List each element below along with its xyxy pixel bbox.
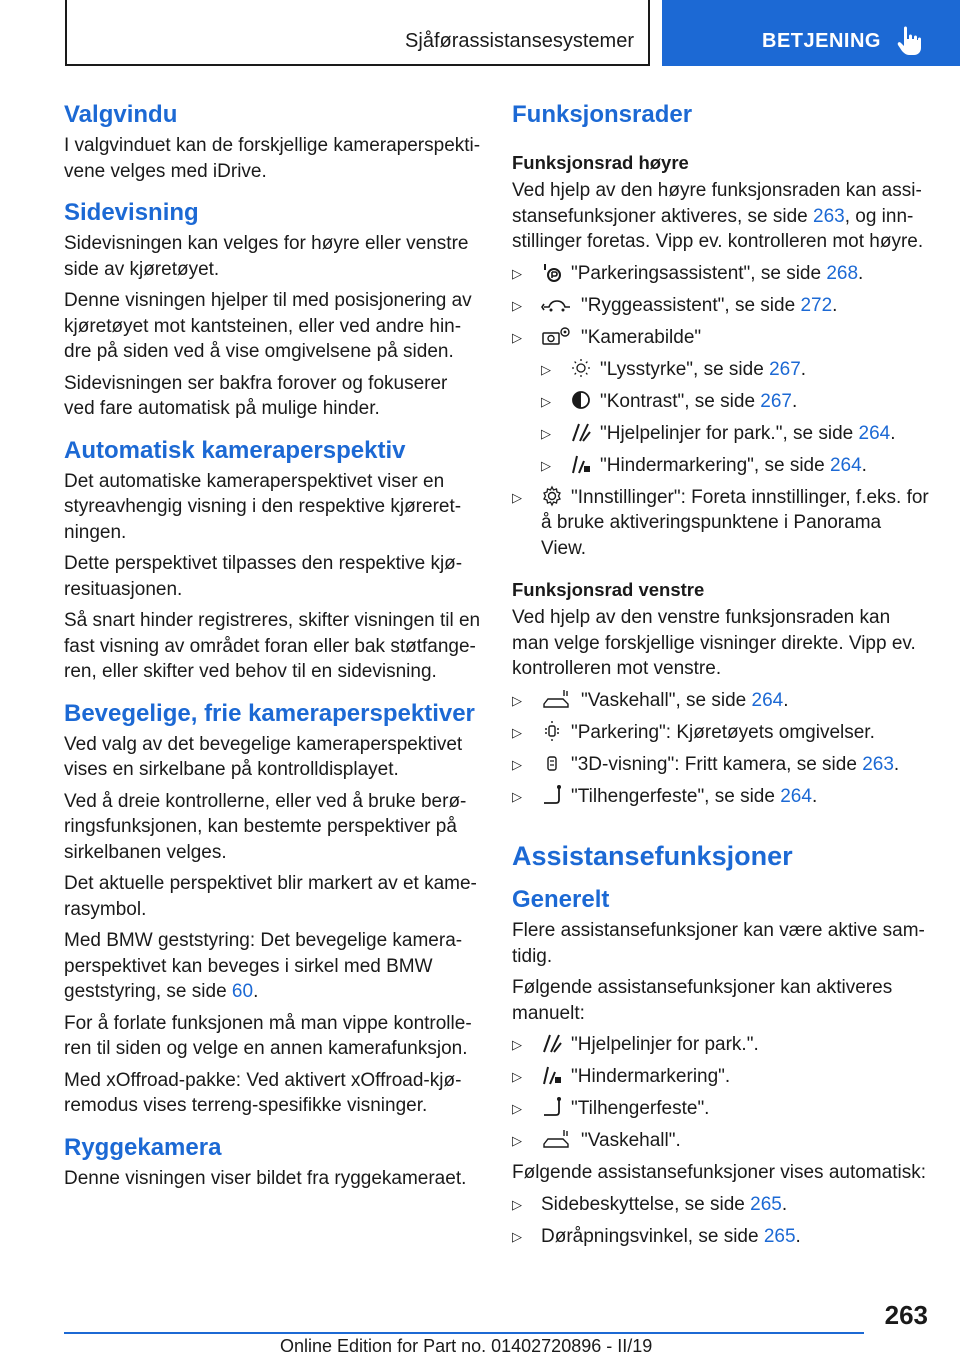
paragraph: Dette perspektivet tilpasses den respektive kjø-resituasjonen.: [64, 553, 463, 600]
paragraph: Sidevisningen ser bakfra forover og fokuserer ved fare automatisk på mulige hinder.: [64, 372, 448, 419]
page-link[interactable]: 264: [858, 422, 891, 444]
page-link[interactable]: 263: [813, 205, 845, 227]
page-link[interactable]: 263: [862, 753, 894, 775]
page-link[interactable]: 265: [763, 1225, 796, 1247]
text: .: [783, 689, 789, 711]
list-item: [512, 720, 930, 746]
paragraph: Flere assistansefunksjoner kan være aktive sam-tidig.: [512, 920, 925, 967]
bullet-icon: ▷: [512, 265, 522, 281]
list-item: [512, 485, 930, 562]
reverse-assistant-icon: [541, 293, 573, 315]
text: "Hindermarkering", se side: [600, 454, 830, 476]
text: "Parkeringsassistent", se side: [571, 262, 827, 284]
list-item: [541, 453, 930, 479]
parking-guidelines-icon: [541, 1032, 563, 1054]
text: "Lysstyrke", se side: [600, 358, 770, 380]
paragraph: Ved å dreie kontrollerne, eller ved å bruke berø-ringsfunksjonen, kan bestemte perspektiver på sirkelbanen velges.: [64, 790, 467, 863]
bullet-icon: ▷: [512, 756, 522, 772]
heading-ryggekamera: Ryggekamera: [64, 1133, 222, 1161]
list-item: [512, 1192, 930, 1218]
bullet-icon: ▷: [512, 724, 522, 740]
text: .: [858, 262, 864, 284]
bullet-icon: ▷: [512, 329, 522, 345]
footer-divider: [64, 1332, 864, 1334]
parking-guidelines-icon: [570, 421, 592, 443]
list-item: [512, 1064, 930, 1090]
list-item: [541, 357, 930, 383]
chapter-title: BETJENING: [762, 30, 881, 52]
page-header: [0, 0, 960, 66]
text: .: [811, 785, 818, 807]
text: .: [792, 390, 798, 412]
heading-funksjonsrad-hoyre: Funksjonsrad høyre: [512, 152, 689, 173]
brightness-icon: [570, 357, 592, 379]
list-item: [541, 389, 930, 415]
bullet-icon: ▷: [512, 489, 522, 505]
right-column: [512, 100, 930, 1256]
hand-pointer-icon: [894, 24, 928, 58]
list-item: [512, 1128, 930, 1154]
text: Sidebeskyttelse, se side: [541, 1193, 751, 1215]
bullet-icon: ▷: [512, 1037, 522, 1052]
heading-frie-kameraperspektiver: Bevegelige, frie kameraperspektiver: [64, 699, 475, 727]
text: "Ryggeassistent", se side: [581, 294, 801, 316]
list-manual: [512, 1032, 930, 1154]
heading-automatisk-kameraperspektiv: Automatisk kameraperspektiv: [64, 436, 406, 464]
bullet-icon: ▷: [541, 393, 551, 409]
bullet-icon: ▷: [541, 361, 551, 377]
paragraph: Det aktuelle perspektivet blir markert av et kame-rasymbol.: [64, 873, 477, 920]
text: .: [795, 1225, 801, 1247]
text: "Tilhengerfeste", se side: [571, 785, 781, 807]
car-wash-icon: [541, 1128, 573, 1150]
list-venstre: [512, 688, 930, 810]
edition-text: Online Edition for Part no. 01402720896 - II/19: [280, 1336, 653, 1356]
text: "Tilhengerfeste".: [571, 1098, 710, 1119]
3d-view-icon: [541, 752, 563, 774]
text: .: [781, 1193, 788, 1215]
list-item: [512, 1096, 930, 1122]
text: .: [861, 454, 867, 476]
paragraph: Denne visningen viser bildet fra ryggekameraet.: [64, 1167, 467, 1189]
bullet-icon: ▷: [512, 1069, 522, 1084]
paragraph: Følgende assistansefunksjoner vises automatisk:: [512, 1162, 926, 1183]
heading-generelt: Generelt: [512, 886, 610, 913]
text: Døråpningsvinkel, se side: [541, 1225, 764, 1247]
list-hoyre: [512, 261, 930, 562]
paragraph: Det automatiske kameraperspektivet viser en styreavhengig visning i den respektive kjøreret-ningen.: [64, 470, 462, 543]
text: "Kontrast", se side: [600, 390, 761, 412]
obstacle-marking-icon: [541, 1064, 563, 1086]
text: Med BMW geststyring: Det bevegelige kamera-perspektivet kan beveges i sirkel med BMW geststyring, se side: [64, 930, 463, 1002]
bullet-icon: ▷: [512, 692, 522, 708]
text: .: [832, 294, 838, 316]
text: "3D-visning": Fritt kamera, se side: [571, 753, 863, 775]
list-item: [512, 261, 930, 287]
text: , og inn-stillinger foretas. Vipp ev. kontrolleren mot høyre.: [512, 205, 924, 252]
bullet-icon: ▷: [541, 457, 551, 473]
section-title: Sjåførassistansesystemer: [405, 30, 634, 52]
page-link[interactable]: 264: [751, 689, 784, 711]
paragraph: Ved hjelp av den venstre funksjonsraden kan man velge forskjellige visninger direkte. Vipp ev. kontrolleren mot venstre.: [512, 607, 916, 679]
paragraph: Denne visningen hjelper til med posisjonering av kjøretøyet mot kantsteinen, eller ved andre hin-dre på siden ved å vise omgivelsene på siden.: [64, 290, 472, 362]
paragraph: For å forlate funksjonen må man vippe kontrolle-ren til siden og velge en annen kamerafunksjon.: [64, 1012, 472, 1059]
car-wash-icon: [541, 688, 573, 710]
text: Ved hjelp av den høyre funksjonsraden kan assi-stansefunksjoner aktiveres, se side: [512, 180, 922, 227]
parking-assistant-icon: [541, 261, 563, 283]
heading-valgvindu: Valgvindu: [64, 101, 178, 128]
gear-icon: [541, 485, 563, 507]
page-link[interactable]: 267: [760, 390, 792, 412]
heading-funksjonsrad-venstre: Funksjonsrad venstre: [512, 579, 705, 600]
text: .: [800, 358, 807, 380]
left-column: [64, 100, 482, 1197]
heading-sidevisning: Sidevisning: [64, 199, 199, 226]
text: "Innstillinger": Foreta innstillinger, f.eks. for å bruke aktiveringspunktene i Panorama View.: [541, 486, 929, 559]
page-link[interactable]: 268: [826, 262, 859, 284]
list-item: [512, 293, 930, 319]
bullet-icon: ▷: [512, 297, 522, 313]
trailer-hitch-icon: [541, 1096, 563, 1118]
list-item: [512, 784, 930, 810]
page-link[interactable]: 264: [780, 785, 812, 807]
paragraph: [64, 928, 482, 1005]
page-link[interactable]: 267: [769, 358, 801, 380]
list-item: [512, 1224, 930, 1250]
paragraph: [512, 178, 930, 255]
page-link[interactable]: 264: [829, 454, 862, 476]
text: "Parkering": Kjøretøyets omgivelser.: [571, 721, 875, 743]
paragraph: I valgvinduet kan de forskjellige kameraperspekti-vene velges med iDrive.: [64, 135, 481, 182]
paragraph: Ved valg av det bevegelige kameraperspektivet vises en sirkelbane på kontrolldisplayet.: [64, 733, 463, 780]
paragraph: Følgende assistansefunksjoner kan aktiveres manuelt:: [512, 977, 893, 1024]
heading-assistansefunksjoner: Assistansefunksjoner: [512, 841, 793, 871]
list-kamerabilde: [541, 357, 930, 479]
bullet-icon: ▷: [541, 425, 551, 441]
trailer-hitch-icon: [541, 784, 563, 806]
bullet-icon: ▷: [512, 1101, 522, 1116]
text: "Hindermarkering".: [571, 1066, 731, 1087]
bullet-icon: ▷: [512, 788, 522, 804]
text: "Hjelpelinjer for park.", se side: [600, 422, 859, 444]
list-item: [512, 1032, 930, 1058]
bullet-icon: ▷: [512, 1133, 522, 1148]
paragraph: Sidevisningen kan velges for høyre eller venstre side av kjøretøyet.: [64, 233, 469, 280]
bullet-icon: ▷: [512, 1196, 522, 1212]
list-item: [541, 421, 930, 447]
section-header-box: [65, 0, 650, 66]
bullet-icon: ▷: [512, 1228, 522, 1244]
text: "Kamerabilde": [581, 326, 702, 348]
list-auto: [512, 1192, 930, 1250]
parking-view-icon: [541, 720, 563, 742]
paragraph: Med xOffroad-pakke: Ved aktivert xOffroad-kjø-remodus vises terreng-spesifikke visninger.: [64, 1069, 462, 1116]
text: .: [893, 753, 900, 775]
list-item: [512, 325, 930, 479]
list-item: [512, 688, 930, 714]
text: "Hjelpelinjer for park.".: [571, 1034, 759, 1055]
heading-funksjonsrader: Funksjonsrader: [512, 101, 693, 128]
contrast-icon: [570, 389, 592, 411]
page-link[interactable]: 265: [750, 1193, 782, 1215]
chapter-tab: [662, 0, 960, 66]
text: "Vaskehall".: [581, 1130, 681, 1151]
page-number: 263: [884, 1300, 928, 1330]
obstacle-marking-icon: [570, 453, 592, 475]
text: .: [890, 422, 896, 444]
text: "Vaskehall", se side: [581, 689, 752, 711]
page-link[interactable]: 272: [800, 294, 833, 316]
paragraph: Så snart hinder registreres, skifter visningen til en fast visning av området foran eller bak støtfange-ren, eller skifter ved behov til en sidevisning.: [64, 610, 481, 682]
camera-settings-icon: [541, 325, 573, 347]
page-link[interactable]: 60: [231, 981, 254, 1002]
list-item: [512, 752, 930, 778]
text: .: [253, 981, 259, 1002]
